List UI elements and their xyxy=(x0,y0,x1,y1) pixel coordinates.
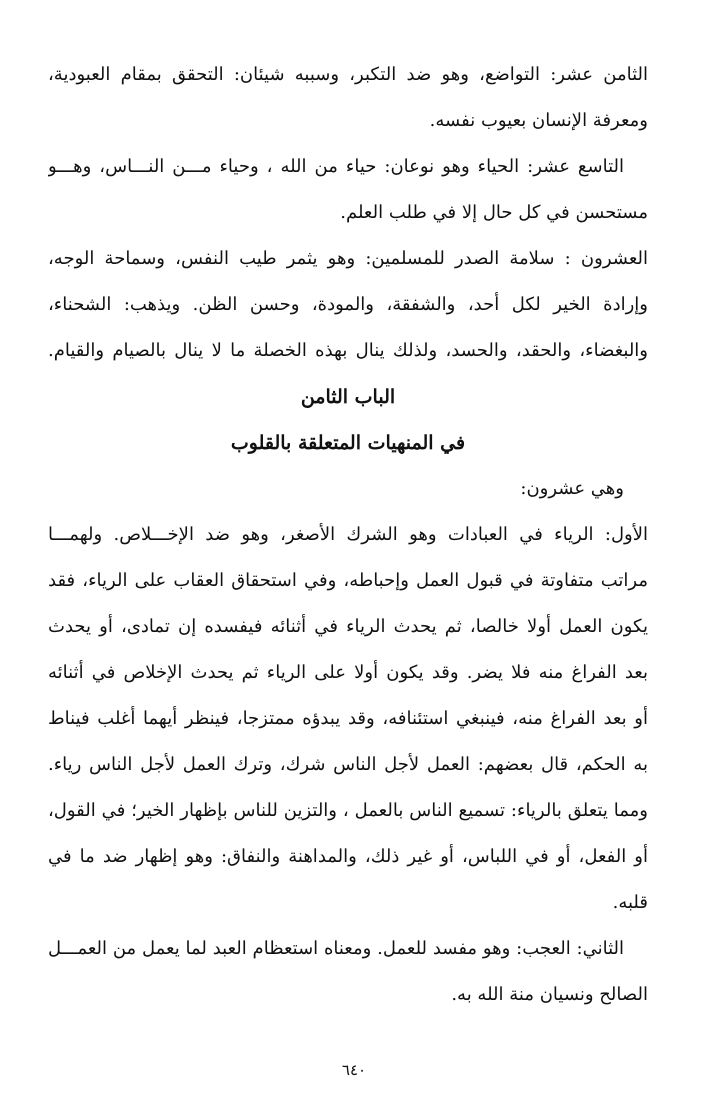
page-body xyxy=(48,52,648,1018)
text-line: أو بعد الفراغ منه، فينبغي استئنافه، وقد يبدؤه ممتزجا، فينظر أيهما أغلب فيناط xyxy=(48,708,648,729)
paragraph-second-vanity xyxy=(48,926,648,1018)
intro-line xyxy=(48,466,648,512)
text-line: مستحسن في كل حال إلا في طلب العلم. xyxy=(340,202,648,223)
text-line: وهي عشرون: xyxy=(520,478,624,499)
text-line: وإرادة الخير لكل أحد، والشفقة، والمودة، وحسن الظن. ويذهب: الشحناء، xyxy=(48,294,648,315)
text-line: التاسع عشر: الحياء وهو نوعان: حياء من الله ، وحياء مـــن النـــاس، وهـــو xyxy=(48,156,624,177)
paragraph-nineteenth-modesty xyxy=(48,144,648,236)
chapter-title: الباب الثامن xyxy=(300,386,396,408)
text-line: مراتب متفاوتة في قبول العمل وإحباطه، وفي استحقاق العقاب على الرياء، فقد xyxy=(48,570,648,591)
text-line: الثامن عشر: التواضع، وهو ضد التكبر، وسببه شيئان: التحقق بمقام العبودية، xyxy=(48,64,648,85)
paragraph-eighteenth-humility xyxy=(48,52,648,144)
paragraph-twentieth-sound-heart xyxy=(48,236,648,374)
text-line: الأول: الرياء في العبادات وهو الشرك الأصغر، وهو ضد الإخـــلاص. ولهمـــا xyxy=(48,524,648,545)
text-line: الثاني: العجب: وهو مفسد للعمل. ومعناه استعظام العبد لما يعمل من العمـــل xyxy=(48,938,624,959)
text-line: قلبه. xyxy=(612,892,648,913)
text-line: العشرون : سلامة الصدر للمسلمين: وهو يثمر طيب النفس، وسماحة الوجه، xyxy=(48,248,648,269)
paragraph-first-showing-off xyxy=(48,512,648,926)
text-line: ومعرفة الإنسان بعيوب نفسه. xyxy=(429,110,648,131)
text-line: ومما يتعلق بالرياء: تسميع الناس بالعمل ، والتزين للناس بإظهار الخير؛ في القول، xyxy=(48,800,648,821)
page-number: ٦٤٠ xyxy=(341,1061,367,1079)
chapter-subtitle: في المنهيات المتعلقة بالقلوب xyxy=(230,432,466,454)
text-line: يكون العمل أولا خالصا، ثم يحدث الرياء في أثنائه فيفسده إن تمادى، أو يحدث xyxy=(48,616,648,637)
text-line: والبغضاء، والحقد، والحسد، ولذلك ينال بهذه الخصلة ما لا ينال بالصيام والقيام. xyxy=(48,340,648,361)
text-line: به الحكم، قال بعضهم: العمل لأجل الناس شرك، وترك العمل لأجل الناس رياء. xyxy=(48,754,648,775)
text-line: بعد الفراغ منه فلا يضر. وقد يكون أولا على الرياء ثم يحدث الإخلاص في أثنائه xyxy=(48,662,648,683)
text-line: أو الفعل، أو في اللباس، أو غير ذلك، والمداهنة والنفاق: وهو إظهار ضد ما في xyxy=(48,846,648,867)
text-line: الصالح ونسيان منة الله به. xyxy=(451,984,648,1005)
